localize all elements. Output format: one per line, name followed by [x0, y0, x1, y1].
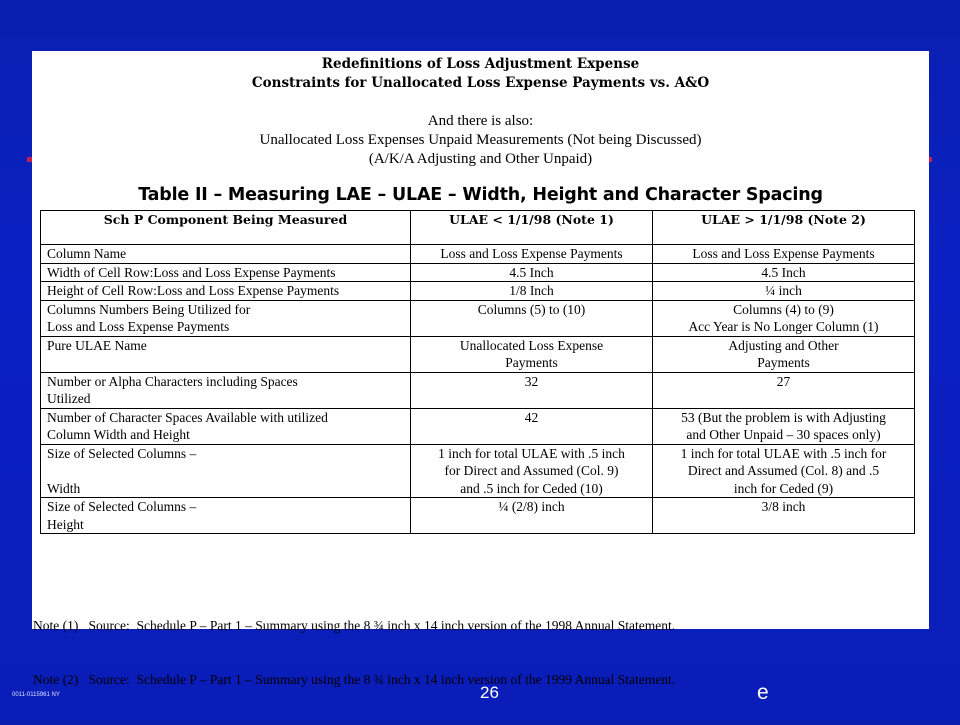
header-component: Sch P Component Being Measured — [41, 211, 411, 245]
table-row — [41, 336, 915, 372]
cell-component: Width of Cell Row:Loss and Loss Expense Payments — [41, 263, 411, 282]
cell-ulae-before: 1 inch for total ULAE with .5 inch for Direct and Assumed (Col. 9) and .5 inch for Ceded (10) — [411, 444, 653, 498]
cell-ulae-before: Unallocated Loss Expense Payments — [411, 336, 653, 372]
cell-component: Size of Selected Columns – Width — [41, 444, 411, 498]
footer-document-code: 0011-0115961 NY — [12, 692, 60, 698]
cell-component: Number or Alpha Characters including Spaces Utilized — [41, 372, 411, 408]
note-1: Note (1) Source: Schedule P – Part 1 – Summary using the 8 ¾ inch x 14 inch version of the 1998 Annual Statement. — [33, 618, 676, 633]
footer-logo: e — [757, 681, 769, 704]
cell-ulae-after: 3/8 inch — [653, 498, 915, 534]
cell-ulae-after: 1 inch for total ULAE with .5 inch for Direct and Assumed (Col. 8) and .5 inch for Ceded (9) — [653, 444, 915, 498]
cell-component: Column Name — [41, 245, 411, 264]
cell-ulae-before: 1/8 Inch — [411, 282, 653, 301]
cell-ulae-before: Loss and Loss Expense Payments — [411, 245, 653, 264]
cell-component: Columns Numbers Being Utilized for Loss and Loss Expense Payments — [41, 300, 411, 336]
header-title-line2: Constraints for Unallocated Loss Expense Payments vs. A&O — [251, 75, 710, 91]
cell-ulae-before: 4.5 Inch — [411, 263, 653, 282]
note-2: Note (2) Source: Schedule P – Part 1 – Summary using the 8 ¾ inch x 14 inch version of the 1999 Annual Statement. — [33, 672, 676, 687]
cell-component: Pure ULAE Name — [41, 336, 411, 372]
header-spacer — [32, 93, 929, 112]
measurement-table — [40, 210, 915, 534]
cell-ulae-after: Adjusting and Other Payments — [653, 336, 915, 372]
cell-ulae-before: 42 — [411, 408, 653, 444]
cell-ulae-after: Loss and Loss Expense Payments — [653, 245, 915, 264]
source-notes — [33, 581, 675, 725]
header-block — [32, 55, 929, 169]
table-row — [41, 263, 915, 282]
header-line4: Unallocated Loss Expenses Unpaid Measurements (Not being Discussed) — [259, 132, 702, 148]
table-row — [41, 498, 915, 534]
cell-ulae-before: ¼ (2/8) inch — [411, 498, 653, 534]
table-row — [41, 300, 915, 336]
cell-ulae-after: 4.5 Inch — [653, 263, 915, 282]
cell-component: Number of Character Spaces Available with utilized Column Width and Height — [41, 408, 411, 444]
slide-content-panel — [32, 51, 929, 687]
cell-component: Size of Selected Columns – Height — [41, 498, 411, 534]
cell-ulae-after: 27 — [653, 372, 915, 408]
cell-ulae-after: ¼ inch — [653, 282, 915, 301]
footer-page-number: 26 — [480, 683, 499, 702]
header-ulae-after: ULAE > 1/1/98 (Note 2) — [653, 211, 915, 245]
table-row — [41, 444, 915, 498]
cell-ulae-before: Columns (5) to (10) — [411, 300, 653, 336]
header-line5: (A/K/A Adjusting and Other Unpaid) — [368, 151, 593, 167]
table-row — [41, 282, 915, 301]
header-title-line1: Redefinitions of Loss Adjustment Expense — [321, 56, 640, 72]
cell-component: Height of Cell Row:Loss and Loss Expense Payments — [41, 282, 411, 301]
table-title: Table II – Measuring LAE – ULAE – Width, Height and Character Spacing — [138, 185, 823, 205]
cell-ulae-after: Columns (4) to (9) Acc Year is No Longer Column (1) — [653, 300, 915, 336]
cell-ulae-after: 53 (But the problem is with Adjusting and Other Unpaid – 30 spaces only) — [653, 408, 915, 444]
header-line3: And there is also: — [427, 113, 534, 129]
table-header-row — [41, 211, 915, 245]
table-row — [41, 372, 915, 408]
table-row — [41, 245, 915, 264]
cell-ulae-before: 32 — [411, 372, 653, 408]
header-ulae-before: ULAE < 1/1/98 (Note 1) — [411, 211, 653, 245]
table-row — [41, 408, 915, 444]
